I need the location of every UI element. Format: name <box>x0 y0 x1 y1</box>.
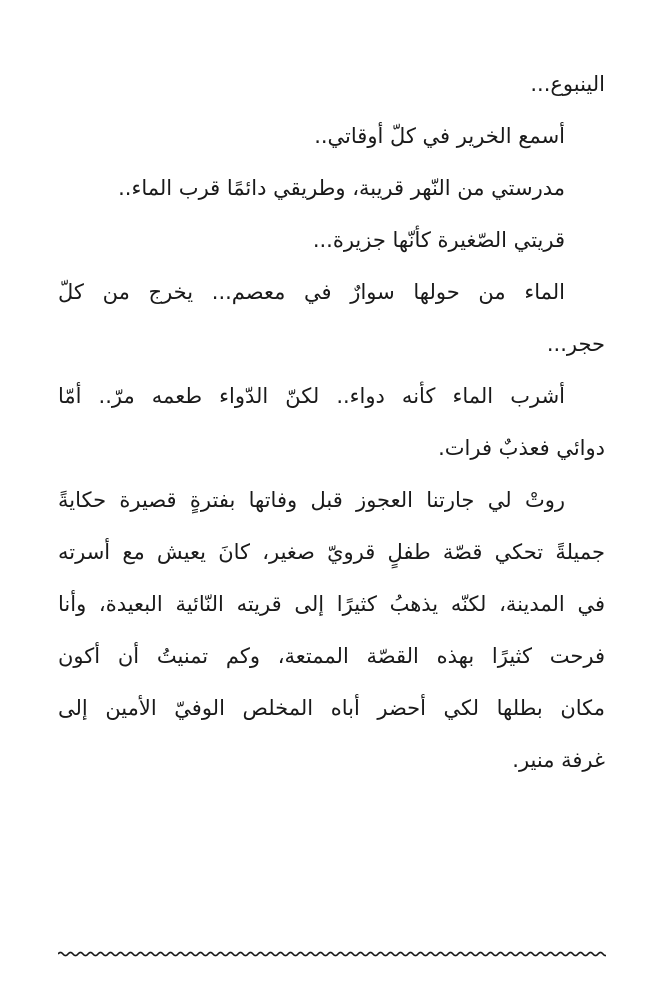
text-line: قريتي الصّغيرة كأنّها جزيرة... <box>312 228 565 252</box>
text-line-title: الينبوع... <box>530 72 605 96</box>
text-line: غرفة منير. <box>512 748 605 772</box>
text-line: روتْ لي جارتنا العجوز قبل وفاتها بفترةٍ قصيرة حكايةً <box>58 488 565 512</box>
document-body <box>58 58 605 786</box>
text-line: مكان بطلها لكي أحضر أباه المخلص الوفيّ الأمين إلى <box>58 696 605 720</box>
text-line: في المدينة، لكنّه يذهبُ كثيرًا إلى قريته النّائية البعيدة، وأنا <box>58 592 605 616</box>
text-line: مدرستي من النّهر قريبة، وطريقي دائمًا قرب الماء.. <box>118 176 565 200</box>
wavy-divider <box>58 944 606 964</box>
text-line: حجر... <box>546 332 605 356</box>
text-line: فرحت كثيرًا بهذه القصّة الممتعة، وكم تمنيتُ أن أكون <box>58 644 605 668</box>
text-line: أشرب الماء كأنه دواء.. لكنّ الدّواء طعمه مرّ.. أمّا <box>58 384 565 408</box>
text-line: جميلةً تحكي قصّة طفلٍ قرويّ صغير، كانَ يعيش مع أسرته <box>58 540 605 564</box>
text-line: أسمع الخرير في كلّ أوقاتي.. <box>314 124 565 148</box>
text-line: الماء من حولها سوارٌ في معصم... يخرج من كلّ <box>58 280 565 304</box>
text-line: دوائي فعذبٌ فرات. <box>438 436 605 460</box>
wavy-divider-line <box>58 952 606 955</box>
